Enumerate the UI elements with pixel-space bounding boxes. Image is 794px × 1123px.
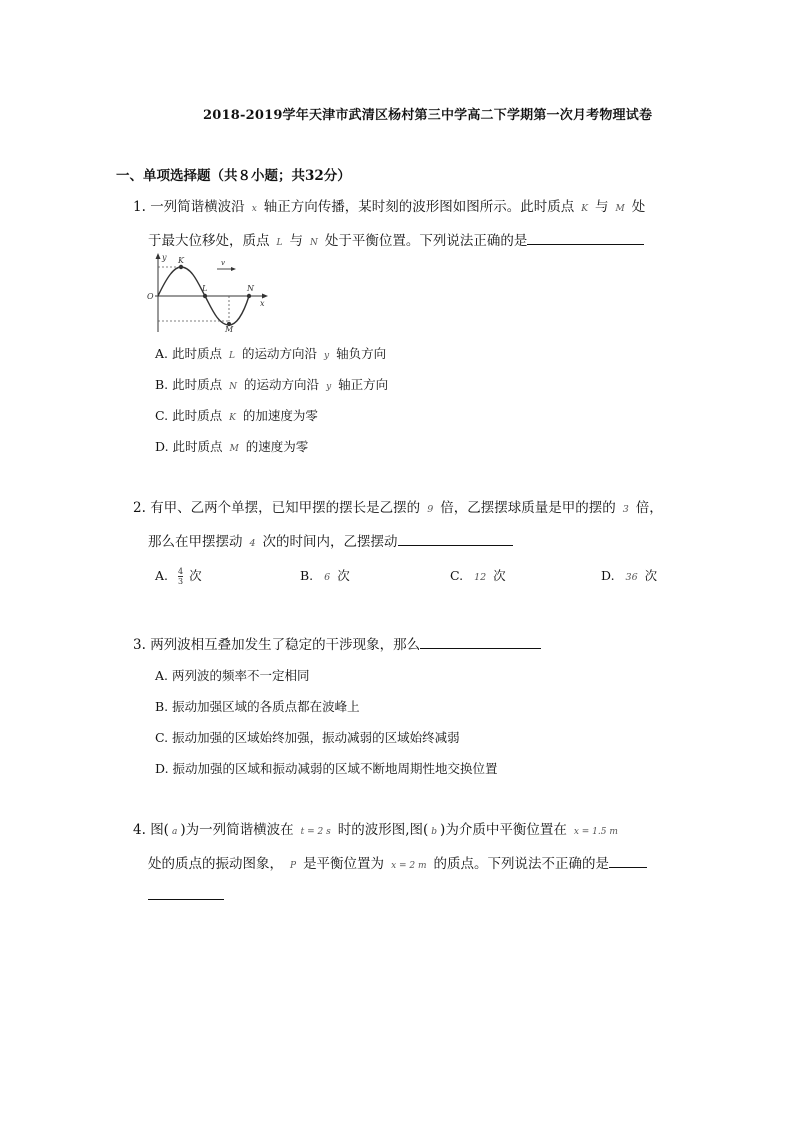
velocity-arrow-icon bbox=[231, 267, 236, 271]
option-var: M bbox=[229, 444, 239, 454]
option-text: 的速度为零 bbox=[245, 439, 309, 454]
fraction-denominator: 3 bbox=[178, 577, 184, 586]
option-label: D. bbox=[601, 568, 615, 583]
question-2-number: 2. bbox=[133, 500, 146, 516]
fig-label-l: L bbox=[202, 284, 208, 293]
option-text: 轴负方向 bbox=[336, 346, 387, 361]
exam-title: 2018-2019学年天津市武清区杨村第三中学高二下学期第一次月考物理试卷 bbox=[203, 108, 653, 123]
option-3a[interactable] bbox=[155, 666, 310, 684]
question-3-number: 3. bbox=[133, 637, 146, 653]
number-9: 9 bbox=[427, 504, 434, 515]
var-M: M bbox=[615, 204, 625, 214]
question-1-text: 处于平衡位置。下列说法正确的是 bbox=[324, 233, 528, 249]
var-L: L bbox=[276, 238, 283, 248]
fig-label-y: y bbox=[162, 253, 167, 262]
option-text: 振动加强区域的各质点都在波峰上 bbox=[172, 699, 360, 714]
wave-figure bbox=[143, 252, 271, 336]
question-1-text: 与 bbox=[289, 233, 303, 249]
option-var: y bbox=[326, 382, 332, 392]
option-text: 的加速度为零 bbox=[242, 408, 318, 423]
question-4-text: 时的波形图,图( bbox=[337, 822, 429, 838]
question-3-text: 两列波相互叠加发生了稳定的干涉现象，那么 bbox=[150, 637, 421, 653]
answer-blank[interactable] bbox=[398, 531, 513, 546]
question-1-line-1 bbox=[133, 198, 645, 218]
fraction bbox=[178, 567, 183, 586]
option-2b[interactable] bbox=[300, 566, 350, 584]
option-text: 振动加强的区域始终加强，振动减弱的区域始终减弱 bbox=[172, 730, 460, 745]
number-4: 4 bbox=[249, 538, 256, 549]
option-label: A. bbox=[155, 668, 169, 683]
option-var: y bbox=[324, 351, 330, 361]
var-K: K bbox=[581, 204, 588, 214]
var-N: N bbox=[309, 238, 318, 248]
point-l bbox=[203, 294, 207, 298]
option-1d[interactable] bbox=[155, 437, 308, 455]
question-1-text: 处 bbox=[631, 199, 646, 215]
x-axis-arrow-icon bbox=[262, 294, 268, 299]
option-text: 两列波的频率不一定相同 bbox=[172, 668, 310, 683]
fig-label-x: x bbox=[260, 299, 265, 308]
option-2c[interactable] bbox=[450, 566, 506, 584]
option-value: 36 bbox=[625, 572, 638, 583]
option-3d[interactable] bbox=[155, 759, 498, 777]
option-3b[interactable] bbox=[155, 697, 360, 715]
option-2d[interactable] bbox=[601, 566, 657, 584]
fig-label-o: O bbox=[147, 292, 154, 301]
question-1-line-2 bbox=[148, 230, 644, 252]
option-label: C. bbox=[155, 730, 169, 745]
var-P: P bbox=[290, 861, 297, 871]
option-3c[interactable] bbox=[155, 728, 460, 746]
option-unit: 次 bbox=[189, 568, 202, 583]
fig-label-k: K bbox=[178, 256, 184, 265]
number-3: 3 bbox=[622, 504, 629, 515]
question-1-text: 轴正方向传播，某时刻的波形图如图所示。此时质点 bbox=[263, 199, 575, 215]
section-heading: 一、单项选择题（共８小题；共32分） bbox=[116, 168, 351, 184]
question-4-line-2 bbox=[148, 853, 647, 875]
question-4-text: 处的质点的振动图象， bbox=[148, 856, 283, 872]
answer-blank[interactable] bbox=[420, 634, 541, 649]
question-2-text: 那么在甲摆摆动 bbox=[148, 534, 243, 550]
question-4-text: )为介质中平衡位置在 bbox=[440, 822, 567, 838]
var-position-1: x = 1.5 m bbox=[573, 827, 618, 837]
question-4-line-1 bbox=[133, 821, 625, 841]
question-4-number: 4. bbox=[133, 822, 146, 838]
option-label: C. bbox=[450, 568, 464, 583]
question-1-number: 1. bbox=[133, 199, 146, 215]
var-b: b bbox=[431, 827, 438, 837]
option-text: 此时质点 bbox=[172, 408, 223, 423]
option-value: 12 bbox=[474, 572, 487, 583]
fig-label-n: N bbox=[247, 284, 254, 293]
option-label: D. bbox=[155, 439, 169, 454]
option-label: B. bbox=[300, 568, 314, 583]
question-2-text: 有甲、乙两个单摆，已知甲摆的摆长是乙摆的 bbox=[150, 500, 421, 516]
var-time: t = 2 s bbox=[300, 827, 331, 837]
question-2-line-1 bbox=[133, 499, 663, 519]
option-1b[interactable] bbox=[155, 375, 388, 393]
option-label: B. bbox=[155, 699, 169, 714]
option-text: 的运动方向沿 bbox=[242, 346, 318, 361]
option-text: 振动加强的区域和振动减弱的区域不断地周期性地交换位置 bbox=[172, 761, 498, 776]
option-1c[interactable] bbox=[155, 406, 318, 424]
option-value: 6 bbox=[324, 572, 331, 583]
y-axis-arrow-icon bbox=[156, 253, 161, 259]
question-1-text: 与 bbox=[595, 199, 609, 215]
var-position-2: x = 2 m bbox=[391, 861, 427, 871]
var-x: x bbox=[251, 204, 257, 214]
question-4-text: 的质点。下列说法不正确的是 bbox=[433, 856, 610, 872]
point-k bbox=[179, 265, 183, 269]
option-text: 此时质点 bbox=[172, 377, 223, 392]
option-var: N bbox=[229, 382, 238, 392]
question-2-text: 倍， bbox=[635, 500, 663, 516]
fraction-numerator: 4 bbox=[178, 567, 184, 576]
answer-blank[interactable] bbox=[609, 853, 647, 868]
fig-label-m: M bbox=[225, 325, 234, 334]
question-1-text: 于最大位移处，质点 bbox=[148, 233, 270, 249]
option-unit: 次 bbox=[337, 568, 350, 583]
option-var: L bbox=[229, 351, 235, 361]
question-2-text: 次的时间内，乙摆摆动 bbox=[262, 534, 398, 550]
question-2-text: 倍，乙摆摆球质量是甲的摆的 bbox=[440, 500, 616, 516]
option-1a[interactable] bbox=[155, 344, 386, 362]
fig-label-v: v bbox=[221, 259, 225, 267]
option-label: B. bbox=[155, 377, 169, 392]
option-text: 此时质点 bbox=[172, 346, 223, 361]
question-4-text: )为一列简谐横波在 bbox=[180, 822, 294, 838]
option-text: 轴正方向 bbox=[338, 377, 389, 392]
option-text: 此时质点 bbox=[172, 439, 223, 454]
point-n bbox=[247, 294, 251, 298]
var-a: a bbox=[171, 827, 178, 837]
option-2a[interactable] bbox=[155, 566, 202, 586]
question-4-text: 图( bbox=[150, 822, 169, 838]
option-label: D. bbox=[155, 761, 169, 776]
question-2-line-2 bbox=[148, 531, 513, 553]
question-1-text: 一列简谐横波沿 bbox=[150, 199, 245, 215]
option-label: A. bbox=[155, 568, 169, 583]
option-unit: 次 bbox=[644, 568, 658, 583]
answer-blank[interactable] bbox=[527, 230, 644, 245]
question-3-line-1 bbox=[133, 634, 541, 654]
question-4-text: 是平衡位置为 bbox=[303, 856, 385, 872]
option-unit: 次 bbox=[493, 568, 506, 583]
option-var: K bbox=[229, 413, 236, 423]
option-text: 的运动方向沿 bbox=[244, 377, 320, 392]
option-label: C. bbox=[155, 408, 169, 423]
option-label: A. bbox=[155, 346, 169, 361]
answer-blank-continued[interactable] bbox=[148, 885, 224, 900]
